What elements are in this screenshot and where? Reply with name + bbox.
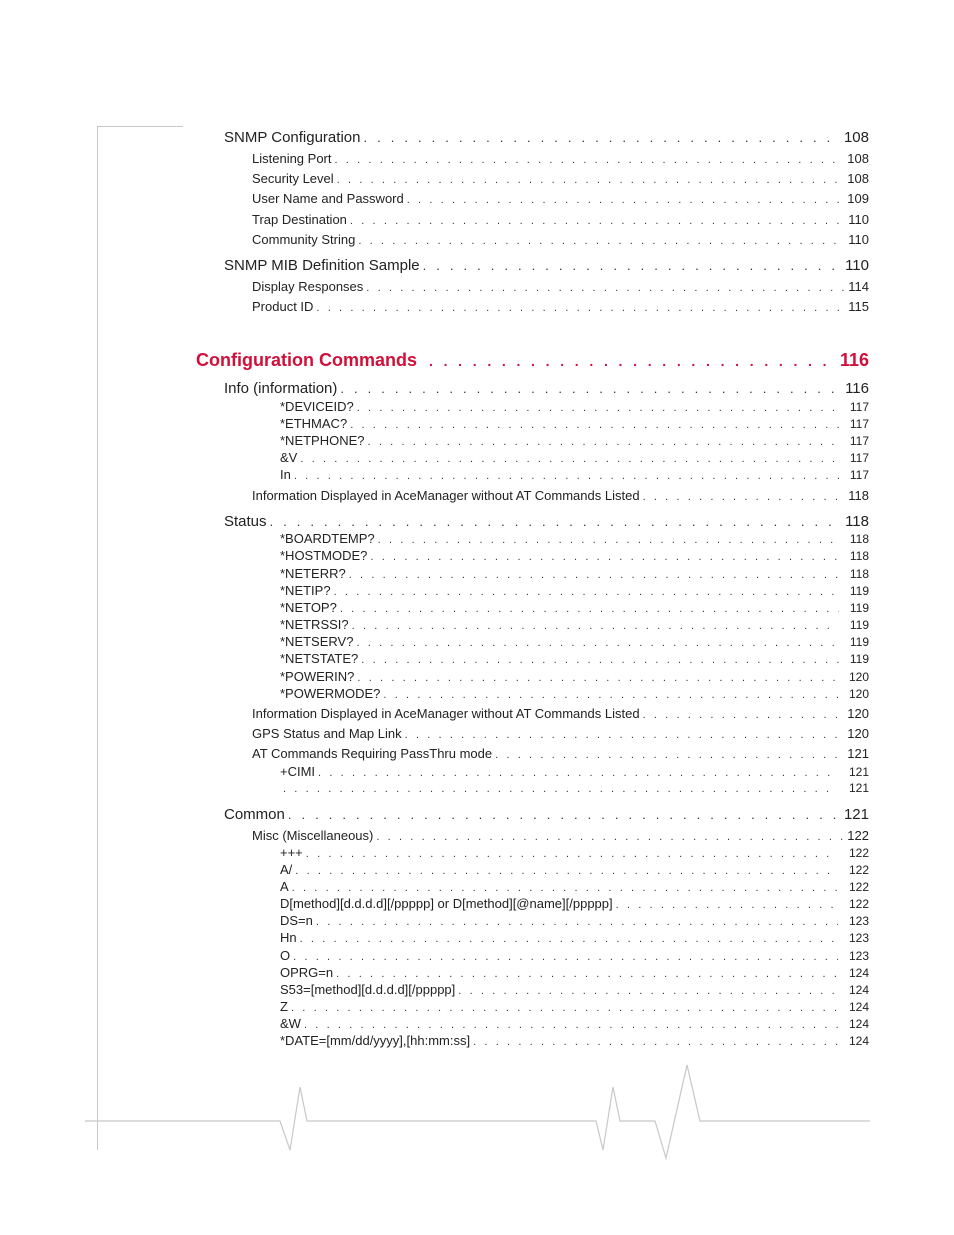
- toc-entry[interactable]: Information Displayed in AceManager without AT Commands Listed . . . 118: [252, 489, 869, 503]
- toc-entry[interactable]: In . . . 117: [280, 468, 869, 482]
- toc-entry[interactable]: A/ . . . 122: [280, 863, 869, 877]
- toc-entry[interactable]: *POWERMODE? . . . 120: [280, 687, 869, 701]
- toc-entry[interactable]: *NETIP? . . . 119: [280, 584, 869, 598]
- toc-entry[interactable]: *NETERR? . . . 118: [280, 567, 869, 581]
- toc-entry[interactable]: A . . . 122: [280, 880, 869, 894]
- toc-entry[interactable]: *NETSTATE? . . . 119: [280, 652, 869, 666]
- toc-entry[interactable]: Security Level . . . 108: [252, 172, 869, 186]
- toc-entry[interactable]: SNMP MIB Definition Sample . . . 110: [224, 258, 869, 273]
- toc-entry[interactable]: +++ . . . 122: [280, 846, 869, 860]
- toc-entry[interactable]: OPRG=n . . . 124: [280, 966, 869, 980]
- toc-entry[interactable]: *HOSTMODE? . . . 118: [280, 549, 869, 563]
- toc-entry[interactable]: *DEVICEID? . . . 117: [280, 400, 869, 414]
- toc-entry[interactable]: *BOARDTEMP? . . . 118: [280, 532, 869, 546]
- toc-entry[interactable]: Display Responses . . . 114: [252, 280, 869, 294]
- toc-entry[interactable]: *NETPHONE? . . . 117: [280, 434, 869, 448]
- toc-entry[interactable]: &W . . . 124: [280, 1017, 869, 1031]
- toc-entry[interactable]: *POWERIN? . . . 120: [280, 670, 869, 684]
- toc-entry[interactable]: Common . . . 121: [224, 807, 869, 822]
- toc-entry[interactable]: *NETSERV? . . . 119: [280, 635, 869, 649]
- toc-entry[interactable]: *ETHMAC? . . . 117: [280, 417, 869, 431]
- chapter-heading[interactable]: Configuration Commands . . . 116: [196, 351, 869, 369]
- toc-entry[interactable]: D[method][d.d.d.d][/ppppp] or D[method][@name][/ppppp] . . . 122: [280, 897, 869, 911]
- toc-entry[interactable]: Hn . . . 123: [280, 931, 869, 945]
- toc-entry[interactable]: Information Displayed in AceManager without AT Commands Listed . . . 120: [252, 707, 869, 721]
- toc-entry[interactable]: GPS Status and Map Link . . . 120: [252, 727, 869, 741]
- toc-entry[interactable]: Info (information) . . . 116: [224, 381, 869, 396]
- toc-entry[interactable]: &V . . . 117: [280, 451, 869, 465]
- toc-entry[interactable]: Z . . . 124: [280, 1000, 869, 1014]
- toc-entry[interactable]: S53=[method][d.d.d.d][/ppppp] . . . 124: [280, 983, 869, 997]
- toc-entry[interactable]: User Name and Password . . . 109: [252, 192, 869, 206]
- toc-entry[interactable]: Community String . . . 110: [252, 233, 869, 247]
- toc-entry[interactable]: SNMP Configuration . . . 108: [224, 130, 869, 145]
- toc-entry[interactable]: Status . . . 118: [224, 514, 869, 529]
- toc-entry[interactable]: Misc (Miscellaneous) . . . 122: [252, 829, 869, 843]
- toc-entry[interactable]: . . . 121: [280, 782, 869, 795]
- toc-entry[interactable]: O . . . 123: [280, 949, 869, 963]
- toc-entry[interactable]: AT Commands Requiring PassThru mode . . . 121: [252, 747, 869, 761]
- toc-entry[interactable]: *NETOP? . . . 119: [280, 601, 869, 615]
- toc-entry[interactable]: DS=n . . . 123: [280, 914, 869, 928]
- toc-entry[interactable]: +CIMI . . . 121: [280, 765, 869, 779]
- toc-entry[interactable]: Listening Port . . . 108: [252, 152, 869, 166]
- toc-entry[interactable]: Trap Destination . . . 110: [252, 213, 869, 227]
- toc-entry[interactable]: *DATE=[mm/dd/yyyy],[hh:mm:ss] . . . 124: [280, 1034, 869, 1048]
- toc-entry[interactable]: *NETRSSI? . . . 119: [280, 618, 869, 632]
- toc-entry[interactable]: Product ID . . . 115: [252, 300, 869, 314]
